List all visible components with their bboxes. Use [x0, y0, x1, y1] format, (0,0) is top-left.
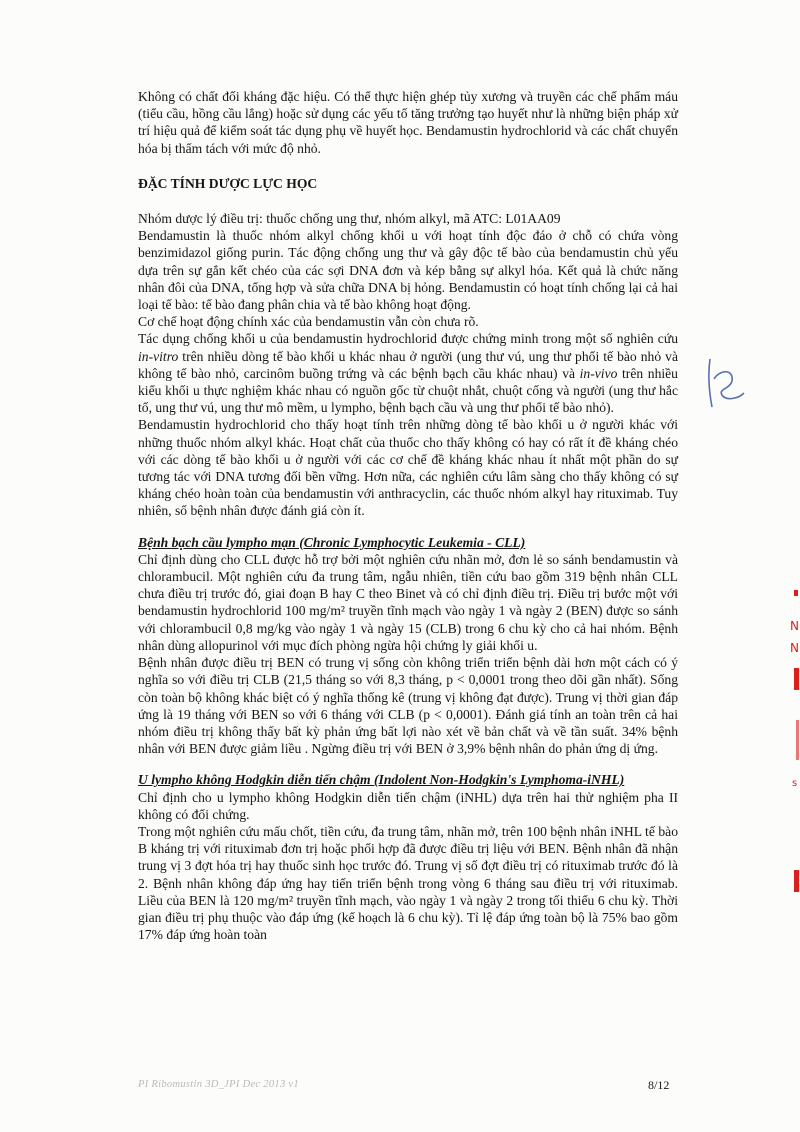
paragraph-cll-indication: Chỉ định dùng cho CLL được hỗ trợ bởi một nghiên cứu nhãn mở, đơn lẻ so sánh bendamustin và chlorambucil. Một nghiên cứu đa trung tâm, ngẫu nhiên, tiền cứu bao gồm 319 bệnh nhân CLL chưa điều trị trước đó, giai đoạn B hay C theo Binet và có chỉ định điều trị. Điều trị bước một với bendamustin hydrochlorid 100 mg/m² truyền tĩnh mạch vào ngày 1 và ngày 2 (BEN) được so sánh với chlorambucil 0,8 mg/kg vào ngày 1 và ngày 15 (CLB) trong 6 chu kỳ cho cả hai nhóm. Bệnh nhân dùng allopurinol với mục đích phòng ngừa hội chứng ly giải khối u. — [138, 551, 678, 653]
paragraph-mechanism-unclear: Cơ chế hoạt động chính xác của bendamustin vẫn còn chưa rõ. — [138, 314, 479, 330]
in-vitro-term: in-vitro — [138, 348, 179, 364]
paragraph-cll-results: Bệnh nhân được điều trị BEN có trung vị sống còn không triển triển bệnh dài hơn một cách có ý nghĩa so với điều trị CLB (21,5 tháng so với 8,3 tháng, p < 0,0001 trong theo dõi gần nhất). Sống còn toàn bộ không khác biệt có ý nghĩa thống kê (trung vị không đạt được). Trung vị thời gian đáp ứng là 19 tháng với BEN so với 6 tháng với CLB (p < 0,0001). Đánh giá tính an toàn trên cả hai nhóm điều trị không thấy bất kỳ phản ứng bất lợi nào xét về bản chất và về tần suất. 34% bệnh nhân với BEN được giảm liều . Ngừng điều trị với BEN ở 3,9% bệnh nhân do phản ứng dị ứng. — [138, 655, 678, 757]
paragraph-inhl-indication: Chỉ định cho u lympho không Hodgkin diễn tiến chậm (iNHL) dựa trên hai thử nghiệm pha II không có đối chứng. — [138, 789, 678, 822]
paragraph-inhl-study: Trong một nghiên cứu mấu chốt, tiền cứu, đa trung tâm, nhãn mở, trên 100 bệnh nhân iNHL tế bào B kháng trị với rituximab đơn trị hoặc phối hợp đã được điều trị liệu với BEN. Bệnh nhân đã nhận trung vị 3 đợt hóa trị hay thuốc sinh học trước đó. Trung vị số đợt điều trị có rituximab trước đó là 2. Bệnh nhân không đáp ứng hay tiến triển bệnh trong vòng 6 tháng sau điều trị với rituximab. Liều của BEN là 120 mg/m² truyền tĩnh mạch, vào ngày 1 và ngày 2 trong tối thiểu 6 chu kỳ. Thời gian điều trị phụ thuộc vào đáp ứng (kế hoạch là 6 chu kỳ). Tỉ lệ đáp ứng toàn bộ là 75% bao gồm 17% đáp ứng hoàn toàn — [138, 823, 678, 943]
paragraph-mechanism: Bendamustin là thuốc nhóm alkyl chống khối u với hoạt tính độc đáo ở chỗ có chứa vòng benzimidazol giống purin. Tác động chống ung thư và gây độc tế bào của bendamustin chủ yếu dựa trên sự gắn kết chéo của các sợi DNA đơn và kép bằng sự alkyl hóa. Kết quả là chức năng nhân đôi của DNA, tổng hợp và sửa chữa DNA bị hỏng. Bendamustin có hoạt tính chống lại cả hai loại tế bào: tế bào đang phân chia và tế bào không hoạt động. — [138, 228, 678, 313]
paragraph-cross-resistance: Bendamustin hydrochlorid cho thấy hoạt tính trên những dòng tế bào khối u ở người khác với những thuốc nhóm alkyl khác. Hoạt chất của thuốc cho thấy không có hay có rất ít đề kháng chéo với các dòng tế bào khối u ở người với các cơ chế đề kháng khác nhau ít nhất một phần do sự tương tác với DNA tương đối bền vững. Hơn nữa, các nghiên cứu lâm sàng cho thấy không có sự kháng chéo hoàn toàn của bendamustin với anthracyclin, các thuốc nhóm alkyl hay rituximab. Tuy nhiên, số bệnh nhân được đánh giá còn ít. — [138, 417, 678, 519]
paragraph-antitumor — [138, 330, 678, 416]
svg-text:s: s — [792, 778, 798, 789]
paragraph-antidote: Không có chất đối kháng đặc hiệu. Có thể thực hiện ghép tủy xương và truyền các chế phẩm máu (tiểu cầu, hồng cầu lắng) hoặc sử dụng các yếu tố tăng trưởng tạo huyết như là những biện pháp xử trí hiệu quả để kiểm soát tác dụng phụ về huyết học. Bendamustin hydrochlorid và các chất chuyển hóa bị thẩm tách với mức độ nhỏ. — [138, 89, 678, 156]
page-content — [138, 88, 678, 943]
in-vivo-term: in-vivo — [579, 365, 618, 381]
page-number: 8/12 — [648, 1078, 670, 1092]
antitumor-text-a: Tác dụng chống khối u của bendamustin hydrochlorid được chứng minh trong một số nghiên cứu — [138, 331, 678, 347]
svg-text:N: N — [790, 619, 799, 633]
footer-document-id: PI Ribomustin 3D_JPI Dec 2013 v1 — [138, 1079, 299, 1090]
antitumor-text-b: trên nhiều dòng tế bào khối u khác nhau ở người (ung thư vú, ung thư phổi tế bào nhỏ và không tế bào nhỏ, carcinôm buồng trứng và các bệnh bạch cầu khác nhau) và — [138, 348, 678, 381]
antitumor-text-c: trên nhiều kiểu khối u thực nghiệm khác nhau có nguồn gốc từ chuột nhắt, chuột cống và người (ung thư hắc tố, ung thư vú, ung thư mô mềm, u lympho, bệnh bạch cầu và ung thư phổi tế bào nhỏ). — [138, 365, 678, 416]
heading-inhl: U lympho không Hodgkin diễn tiến chậm (Indolent Non-Hodgkin's Lymphoma-iNHL) — [138, 772, 625, 788]
paragraph-atc: Nhóm dược lý điều trị: thuốc chống ung thư, nhóm alkyl, mã ATC: L01AA09 — [138, 211, 561, 227]
heading-pharmacodynamics: ĐẶC TÍNH DƯỢC LỰC HỌC — [138, 175, 318, 191]
red-stamp-edge — [776, 590, 800, 910]
heading-cll: Bệnh bạch cầu lympho mạn (Chronic Lymphocytic Leukemia - CLL) — [138, 534, 526, 550]
svg-text:N: N — [790, 641, 799, 655]
handwritten-mark — [700, 355, 752, 410]
